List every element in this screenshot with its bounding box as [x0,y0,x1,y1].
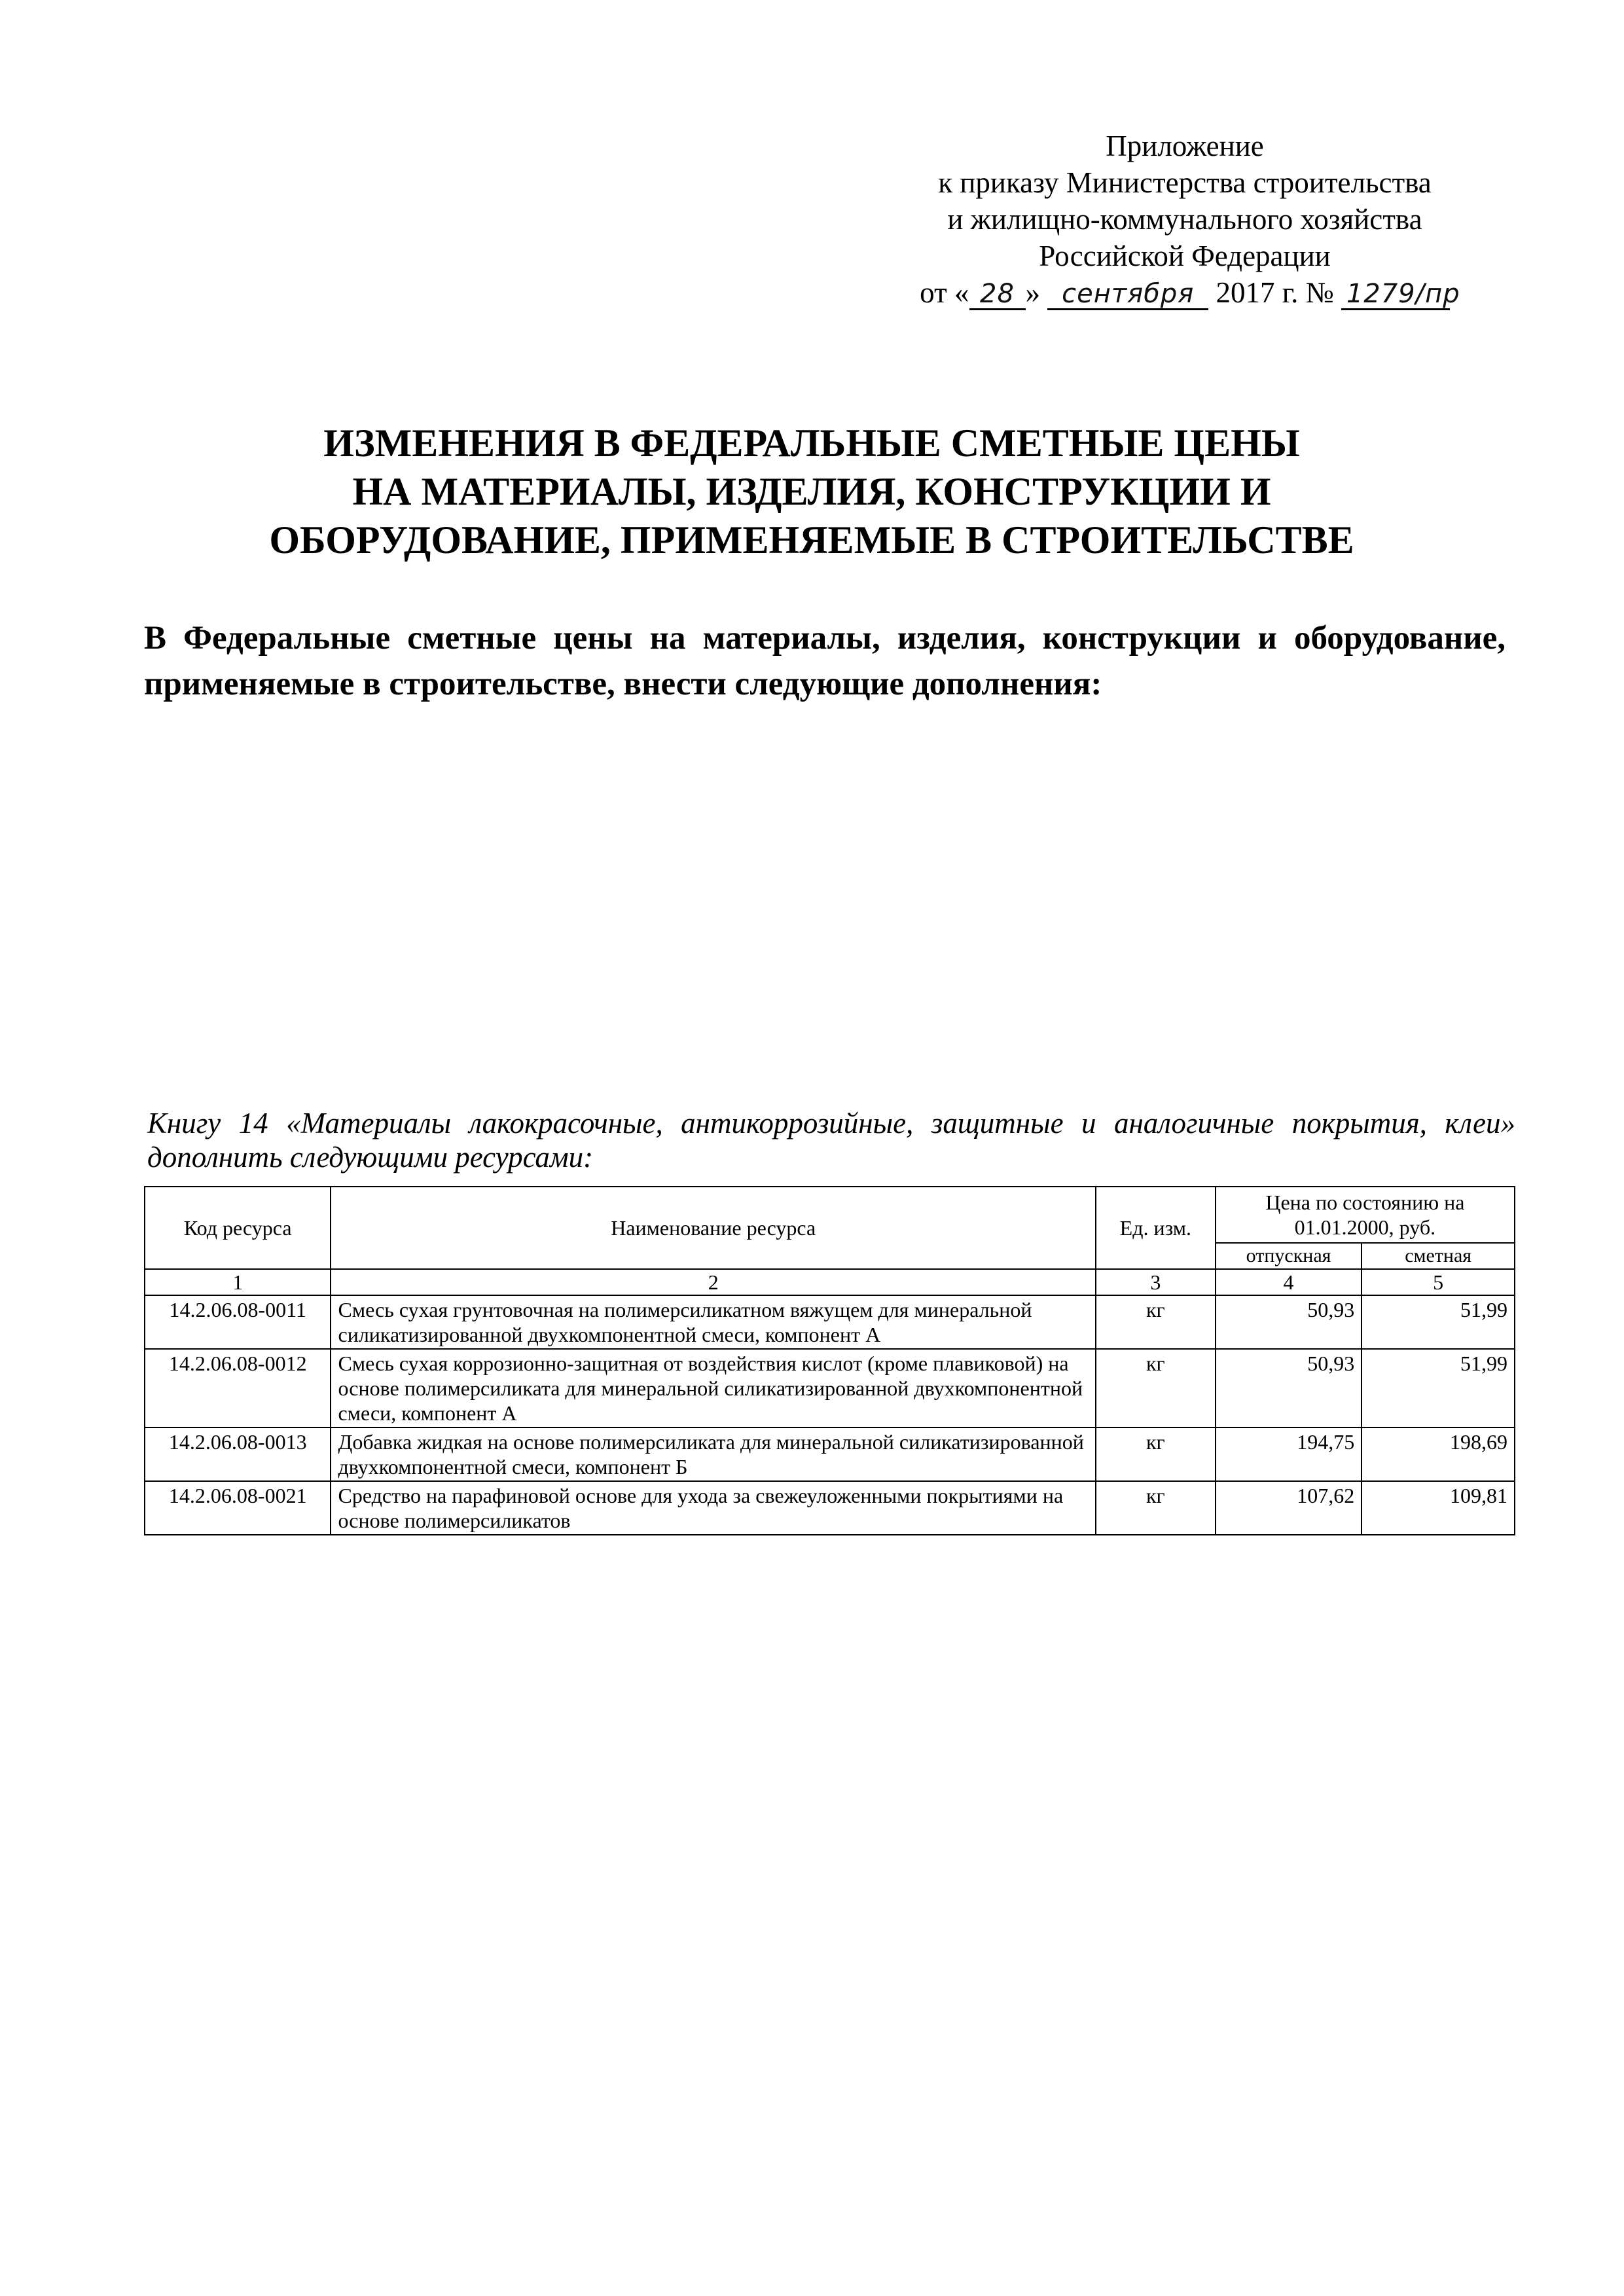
resource-code: 14.2.06.08-0012 [145,1349,331,1427]
resources-table [144,1186,1515,1535]
price-release: 194,75 [1216,1427,1362,1481]
column-number: 3 [1096,1269,1216,1295]
order-prefix: от « [920,276,969,309]
column-number: 5 [1362,1269,1515,1295]
book-note: Книгу 14 «Материалы лакокрасочные, антикоррозийные, защитные и аналогичные покрытия, клеи» дополнить следующими ресурсами: [147,1107,1515,1174]
order-number-handwritten: 1279/пр [1341,279,1450,310]
annex-country: Российской Федерации [1039,240,1331,272]
resource-name: Смесь сухая коррозионно-защитная от воздействия кислот (кроме плавиковой) на основе полимерсиликата для минеральной силикатизированной двухкомпонентной смеси, компонент А [331,1349,1095,1427]
table-row [145,1427,1515,1481]
title-line-1: ИЗМЕНЕНИЯ В ФЕДЕРАЛЬНЫЕ СМЕТНЫЕ ЦЕНЫ [323,422,1300,465]
annex-order-ref: к приказу Министерства строительства [938,166,1432,199]
column-number: 4 [1216,1269,1362,1295]
table-row [145,1481,1515,1535]
table-row [145,1349,1515,1427]
price-estimate: 198,69 [1362,1427,1515,1481]
table-row [145,1295,1515,1349]
order-day-close: » [1025,276,1040,309]
header-price-estimate: сметная [1362,1243,1515,1269]
annex-header [871,128,1499,311]
header-code: Код ресурса [145,1187,331,1269]
resource-unit: кг [1096,1427,1216,1481]
column-number: 1 [145,1269,331,1295]
column-number: 2 [331,1269,1095,1295]
price-release: 107,62 [1216,1481,1362,1535]
resource-unit: кг [1096,1481,1216,1535]
resource-code: 14.2.06.08-0011 [145,1295,331,1349]
header-name: Наименование ресурса [331,1187,1095,1269]
order-month-handwritten: сентября [1047,279,1208,310]
resource-unit: кг [1096,1295,1216,1349]
resource-code: 14.2.06.08-0013 [145,1427,331,1481]
price-estimate: 51,99 [1362,1349,1515,1427]
resource-name: Средство на парафиновой основе для ухода за свежеуложенными покрытиями на основе полимерсиликатов [331,1481,1095,1535]
header-price: Цена по состоянию на 01.01.2000, руб. [1216,1187,1515,1243]
price-estimate: 51,99 [1362,1295,1515,1349]
intro-paragraph: В Федеральные сметные цены на материалы, изделия, конструкции и оборудование, применяемые в строительстве, внести следующие дополнения: [144,620,1506,702]
order-day-handwritten: 28 [969,279,1026,310]
column-number-row [145,1269,1515,1295]
annex-label: Приложение [1106,130,1264,162]
resource-name: Добавка жидкая на основе полимерсиликата для минеральной силикатизированной двухкомпонентной смеси, компонент Б [331,1427,1095,1481]
annex-ministry: и жилищно-коммунального хозяйства [947,203,1422,236]
resource-code: 14.2.06.08-0021 [145,1481,331,1535]
title-line-3: ОБОРУДОВАНИЕ, ПРИМЕНЯЕМЫЕ В СТРОИТЕЛЬСТВЕ [269,518,1354,562]
header-price-release: отпускная [1216,1243,1362,1269]
header-unit: Ед. изм. [1096,1187,1216,1269]
title-line-2: НА МАТЕРИАЛЫ, ИЗДЕЛИЯ, КОНСТРУКЦИИ И [352,470,1271,513]
document-title [144,419,1479,564]
order-year: 2017 г. № [1216,276,1334,309]
price-release: 50,93 [1216,1349,1362,1427]
resource-name: Смесь сухая грунтовочная на полимерсиликатном вяжущем для минеральной силикатизированной двухкомпонентной смеси, компонент А [331,1295,1095,1349]
resource-unit: кг [1096,1349,1216,1427]
annex-order-line [871,274,1499,311]
price-estimate: 109,81 [1362,1481,1515,1535]
price-release: 50,93 [1216,1295,1362,1349]
